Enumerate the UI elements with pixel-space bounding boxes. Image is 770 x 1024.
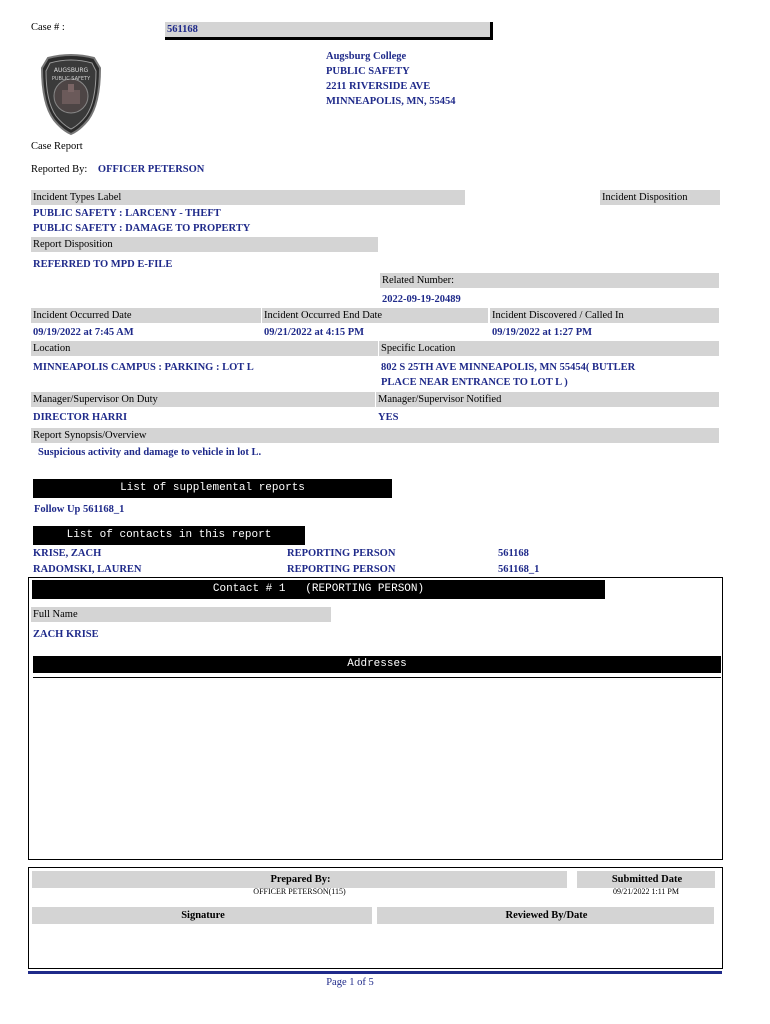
incident-types-header: Incident Types Label xyxy=(31,190,465,205)
submitted-date-value: 09/21/2022 1:11 PM xyxy=(613,887,679,896)
reported-by-label: Reported By: xyxy=(31,164,88,175)
location-value: MINNEAPOLIS CAMPUS : PARKING : LOT L xyxy=(33,362,254,373)
notified-header: Manager/Supervisor Notified xyxy=(376,392,719,407)
specific-location-header: Specific Location xyxy=(379,341,719,356)
contact-detail-header: Contact # 1 (REPORTING PERSON) xyxy=(32,580,605,599)
full-name-header: Full Name xyxy=(31,607,331,622)
contact-case-2: 561168_1 xyxy=(498,564,540,575)
discovered-value: 09/19/2022 at 1:27 PM xyxy=(492,327,593,338)
contact-role-1: REPORTING PERSON xyxy=(287,548,396,559)
synopsis-value: Suspicious activity and damage to vehicle in lot L. xyxy=(38,447,262,458)
case-number: 561168 xyxy=(167,24,198,35)
specific-location-line-1: 802 S 25TH AVE MINNEAPOLIS, MN 55454( BUTLER xyxy=(381,362,636,373)
report-disposition-header: Report Disposition xyxy=(31,237,378,252)
report-disposition-value: REFERRED TO MPD E-FILE xyxy=(33,259,173,270)
reported-by xyxy=(31,164,204,175)
signature-header: Signature xyxy=(32,907,372,924)
incident-type-2: PUBLIC SAFETY : DAMAGE TO PROPERTY xyxy=(33,223,251,234)
specific-location-line-2: PLACE NEAR ENTRANCE TO LOT L ) xyxy=(381,377,568,388)
location-header: Location xyxy=(31,341,378,356)
page-number: Page 1 of 5 xyxy=(326,977,374,988)
notified-value: YES xyxy=(378,412,399,423)
synopsis-header: Report Synopsis/Overview xyxy=(31,428,719,443)
incident-type-1: PUBLIC SAFETY : LARCENY - THEFT xyxy=(33,208,221,219)
reviewed-by-header: Reviewed By/Date xyxy=(377,907,714,924)
contact-name-1[interactable]: KRISE, ZACH xyxy=(33,548,102,559)
addresses-header: Addresses xyxy=(33,656,721,673)
submitted-date-header: Submitted Date xyxy=(577,871,715,888)
contact-name-2[interactable]: RADOMSKI, LAUREN xyxy=(33,564,142,575)
supplemental-report-link[interactable]: Follow Up 561168_1 xyxy=(34,504,125,515)
org-address xyxy=(326,49,456,109)
supplemental-reports-header: List of supplemental reports xyxy=(33,479,392,498)
occurred-date-header: Incident Occurred Date xyxy=(31,308,261,323)
contact-role-2: REPORTING PERSON xyxy=(287,564,396,575)
prepared-by-value: OFFICER PETERSON(115) xyxy=(253,887,346,896)
case-number-bar xyxy=(165,22,493,40)
contacts-list-header: List of contacts in this report xyxy=(33,526,305,545)
org-line-3: 2211 RIVERSIDE AVE xyxy=(326,81,431,92)
occurred-end-value: 09/21/2022 at 4:15 PM xyxy=(264,327,365,338)
svg-text:PUBLIC SAFETY: PUBLIC SAFETY xyxy=(51,76,91,82)
org-line-1: Augsburg College xyxy=(326,51,407,62)
contact-case-1: 561168 xyxy=(498,548,529,559)
occurred-end-header: Incident Occurred End Date xyxy=(262,308,488,323)
discovered-header: Incident Discovered / Called In xyxy=(490,308,719,323)
case-label: Case # : xyxy=(31,22,65,33)
related-number-value: 2022-09-19-20489 xyxy=(382,294,461,305)
occurred-date-value: 09/19/2022 at 7:45 AM xyxy=(33,327,134,338)
addresses-divider xyxy=(33,677,721,678)
report-title: Case Report xyxy=(31,141,83,152)
org-line-2: PUBLIC SAFETY xyxy=(326,66,410,77)
manager-value: DIRECTOR HARRI xyxy=(33,412,128,423)
org-line-4: MINNEAPOLIS, MN, 55454 xyxy=(326,96,456,107)
reported-by-value: OFFICER PETERSON xyxy=(97,164,205,175)
prepared-by-header: Prepared By: xyxy=(32,871,567,888)
full-name-value: ZACH KRISE xyxy=(33,629,99,640)
svg-text:AUGSBURG: AUGSBURG xyxy=(53,67,89,74)
manager-header: Manager/Supervisor On Duty xyxy=(31,392,375,407)
related-number-header: Related Number: xyxy=(380,273,719,288)
incident-disposition-header: Incident Disposition xyxy=(600,190,720,205)
footer-rule xyxy=(28,971,722,974)
public-safety-badge-logo xyxy=(40,54,102,136)
